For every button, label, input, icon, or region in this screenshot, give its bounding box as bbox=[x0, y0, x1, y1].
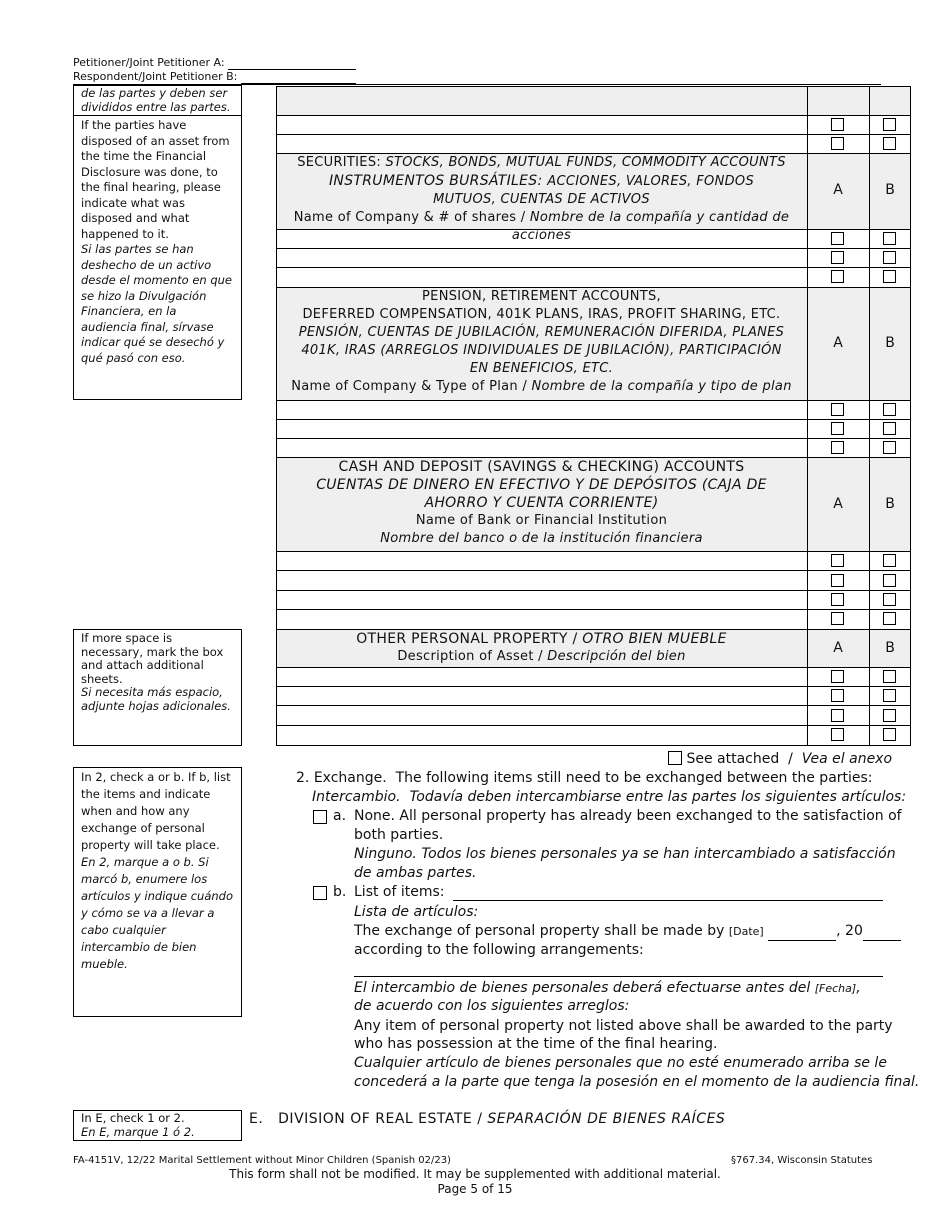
other-title-en: OTHER PERSONAL PROPERTY / bbox=[356, 631, 578, 647]
checkbox-a[interactable] bbox=[831, 118, 844, 131]
pension-title-es-2: 401K, IRAS (ARREGLOS INDIVIDUALES DE JUBILACIÓN), PARTICIPACIÓN bbox=[301, 343, 782, 358]
option-a-en-2: both parties. bbox=[354, 827, 444, 843]
checkbox-b[interactable] bbox=[883, 403, 896, 416]
exchange-date-es-2: de acuerdo con los siguientes arreglos: bbox=[354, 998, 630, 1014]
checkbox-b[interactable] bbox=[883, 441, 896, 454]
other-subtitle-en: Description of Asset / bbox=[397, 649, 543, 664]
table-row-divider bbox=[276, 686, 911, 687]
checkbox-a[interactable] bbox=[831, 251, 844, 264]
cash-title-es-1: CUENTAS DE DINERO EN EFECTIVO Y DE DEPÓSITOS (CAJA DE bbox=[316, 477, 767, 493]
other-title-es: OTRO BIEN MUEBLE bbox=[582, 631, 727, 647]
exchange-title: Exchange. bbox=[313, 770, 387, 786]
checkbox-a[interactable] bbox=[831, 593, 844, 606]
arrangements-field[interactable] bbox=[354, 976, 883, 977]
side-note-section-e-es: En E, marque 1 ó 2. bbox=[81, 1125, 195, 1139]
cash-subtitle-es: Nombre del banco o de la institución financiera bbox=[380, 531, 703, 546]
checkbox-a[interactable] bbox=[831, 689, 844, 702]
year-prefix: , 20 bbox=[836, 923, 863, 939]
table-row-divider bbox=[276, 134, 911, 135]
checkbox-b[interactable] bbox=[883, 728, 896, 741]
cash-col-b: B bbox=[885, 496, 895, 512]
securities-title-en-items: STOCKS, BONDS, MUTUAL FUNDS, COMMODITY ACCOUNTS bbox=[385, 155, 786, 170]
see-attached-es: Vea el anexo bbox=[801, 751, 893, 767]
exchange-intro-es bbox=[312, 788, 906, 807]
securities-col-b: B bbox=[885, 182, 895, 198]
securities-header bbox=[276, 154, 807, 245]
cash-title-en: CASH AND DEPOSIT (SAVINGS & CHECKING) ACCOUNTS bbox=[338, 459, 745, 475]
table-row-divider bbox=[276, 267, 911, 268]
see-attached-separator: / bbox=[788, 751, 793, 767]
exchange-intro-en bbox=[296, 769, 873, 788]
pension-header bbox=[276, 288, 807, 396]
checkbox-a[interactable] bbox=[831, 403, 844, 416]
section-e-title-es: SEPARACIÓN DE BIENES RAÍCES bbox=[487, 1111, 726, 1127]
exchange-intro-text: The following items still need to be exchanged between the parties: bbox=[395, 770, 873, 786]
pension-subtitle-es: Nombre de la compañía y tipo de plan bbox=[531, 379, 792, 394]
side-note-exchange-es: En 2, marque a o b. Si marcó b, enumere los artículos y indique cuándo y cómo se va a llevar a cabo cualquier intercambio de bien mueble. bbox=[81, 855, 234, 971]
checkbox-b[interactable] bbox=[883, 593, 896, 606]
securities-subtitle-es: Nombre de la compañía y cantidad de acciones bbox=[511, 210, 790, 243]
securities-title-es: INSTRUMENTOS BURSÁTILES: bbox=[329, 173, 543, 189]
side-note-disposed-es: Si las partes se han deshecho de un activo desde el momento en que se hizo la Divulgación Financiera, en la audiencia final, sírvase indicar qué se desechó y qué pasó con eso. bbox=[81, 242, 233, 365]
side-note-section-e-en: In E, check 1 or 2. bbox=[81, 1111, 185, 1125]
table-top-header-bg bbox=[276, 86, 911, 115]
checkbox-b[interactable] bbox=[883, 137, 896, 150]
checkbox-a[interactable] bbox=[831, 270, 844, 283]
checkbox-b[interactable] bbox=[883, 251, 896, 264]
table-row-divider bbox=[276, 590, 911, 591]
option-b-checkbox[interactable] bbox=[313, 886, 327, 900]
table-row-divider bbox=[276, 248, 911, 249]
pension-title-1: PENSION, RETIREMENT ACCOUNTS, bbox=[422, 289, 661, 304]
exchange-date-en-text: The exchange of personal property shall be made by bbox=[354, 923, 725, 939]
section-e-heading bbox=[249, 1110, 725, 1129]
cash-subtitle-en: Name of Bank or Financial Institution bbox=[415, 513, 668, 528]
award-es-2: concederá a la parte que tenga la posesión en el momento de la audiencia final. bbox=[354, 1074, 920, 1090]
option-a-es-2: de ambas partes. bbox=[354, 865, 477, 881]
pension-title-2: DEFERRED COMPENSATION, 401K PLANS, IRAS, PROFIT SHARING, ETC. bbox=[302, 307, 781, 322]
option-a-label: a. bbox=[333, 808, 347, 824]
award-en-2: who has possession at the time of the final hearing. bbox=[354, 1036, 718, 1052]
petitioner-label: Petitioner/Joint Petitioner A: bbox=[73, 56, 225, 69]
footer-form-id: FA-4151V, 12/22 Marital Settlement without Minor Children (Spanish 02/23) bbox=[73, 1155, 451, 1166]
option-a-es-1: Ninguno. Todos los bienes personales ya se han intercambiado a satisfacción bbox=[354, 846, 896, 862]
exchange-date-es bbox=[354, 979, 861, 998]
date-tag-es: [Fecha] bbox=[814, 982, 857, 995]
checkbox-a[interactable] bbox=[831, 728, 844, 741]
pension-col-b: B bbox=[885, 335, 895, 351]
side-note-disposed-en: If the parties have disposed of an asset from the time the Financial Disclosure was done, to the final hearing, please indicate what was disposed and what happened to it. bbox=[81, 118, 230, 241]
checkbox-a[interactable] bbox=[831, 422, 844, 435]
checkbox-b[interactable] bbox=[883, 574, 896, 587]
checkbox-b[interactable] bbox=[883, 554, 896, 567]
option-a-en-1: None. All personal property has already been exchanged to the satisfaction of bbox=[354, 808, 902, 824]
pension-title-es-1: PENSIÓN, CUENTAS DE JUBILACIÓN, REMUNERACIÓN DIFERIDA, PLANES bbox=[298, 325, 785, 340]
checkbox-a[interactable] bbox=[831, 554, 844, 567]
list-items-field[interactable] bbox=[453, 900, 883, 901]
exchange-date-es-comma: , bbox=[856, 980, 861, 996]
pension-col-a: A bbox=[833, 335, 843, 351]
footer-statute: §767.34, Wisconsin Statutes bbox=[731, 1155, 873, 1166]
table-row-divider bbox=[276, 725, 911, 726]
see-attached-checkbox[interactable] bbox=[668, 751, 682, 765]
cash-header bbox=[276, 458, 807, 548]
table-row-divider bbox=[276, 419, 911, 420]
year-field[interactable] bbox=[863, 927, 901, 941]
checkbox-b[interactable] bbox=[883, 670, 896, 683]
footer-notice: This form shall not be modified. It may be supplemented with additional material. bbox=[229, 1167, 721, 1181]
securities-col-a: A bbox=[833, 182, 843, 198]
award-en-1: Any item of personal property not listed above shall be awarded to the party bbox=[354, 1018, 893, 1034]
see-attached bbox=[668, 749, 892, 768]
exchange-date-en bbox=[354, 922, 901, 941]
option-b-en: List of items: bbox=[354, 884, 445, 900]
side-note-exchange bbox=[73, 767, 242, 1017]
checkbox-a[interactable] bbox=[831, 670, 844, 683]
side-note-space-es: Si necesita más espacio, adjunte hojas adicionales. bbox=[81, 685, 231, 713]
checkbox-a[interactable] bbox=[831, 441, 844, 454]
see-attached-en: See attached bbox=[686, 751, 780, 767]
table-row-divider bbox=[276, 551, 911, 552]
checkbox-b[interactable] bbox=[883, 422, 896, 435]
side-note-top-text: de las partes y deben ser divididos entre las partes. bbox=[81, 86, 231, 114]
table-row-divider bbox=[276, 745, 911, 746]
checkbox-a[interactable] bbox=[831, 137, 844, 150]
exchange-date-es-text: El intercambio de bienes personales deberá efectuarse antes del bbox=[354, 980, 811, 996]
award-es-1: Cualquier artículo de bienes personales que no esté enumerado arriba se le bbox=[354, 1055, 887, 1071]
section-e-title-en: DIVISION OF REAL ESTATE / bbox=[278, 1111, 483, 1127]
table-row-divider bbox=[276, 705, 911, 706]
other-subtitle-es: Descripción del bien bbox=[547, 649, 686, 664]
cash-title-es-2: AHORRO Y CUENTA CORRIENTE) bbox=[424, 495, 659, 511]
checkbox-a[interactable] bbox=[831, 232, 844, 245]
date-tag: [Date] bbox=[728, 925, 764, 938]
checkbox-b[interactable] bbox=[883, 232, 896, 245]
checkbox-b[interactable] bbox=[883, 709, 896, 722]
option-a-checkbox[interactable] bbox=[313, 810, 327, 824]
securities-title-es-items-2: MUTUOS, CUENTAS DE ACTIVOS bbox=[433, 192, 650, 207]
side-note-space-en: If more space is necessary, mark the box and attach additional sheets. bbox=[81, 631, 224, 686]
checkbox-b[interactable] bbox=[883, 612, 896, 625]
table-row-divider bbox=[276, 86, 911, 87]
pension-title-es-3: EN BENEFICIOS, ETC. bbox=[469, 361, 614, 376]
exchange-title-es: Intercambio. bbox=[312, 789, 401, 805]
table-row-divider bbox=[276, 400, 911, 401]
securities-subtitle-en: Name of Company & # of shares / bbox=[293, 210, 526, 225]
other-header bbox=[276, 630, 807, 666]
side-note-exchange-en: In 2, check a or b. If b, list the items and indicate when and how any exchange of personal property will take place. bbox=[81, 770, 231, 852]
section-e-letter: E. bbox=[249, 1111, 264, 1127]
exchange-number: 2. bbox=[296, 770, 310, 786]
respondent-label: Respondent/Joint Petitioner B: bbox=[73, 70, 238, 83]
date-field[interactable] bbox=[768, 927, 836, 941]
option-b-label: b. bbox=[333, 884, 347, 900]
checkbox-b[interactable] bbox=[883, 689, 896, 702]
securities-title-es-items: ACCIONES, VALORES, FONDOS bbox=[547, 174, 754, 189]
side-note-section-e bbox=[73, 1110, 242, 1141]
table-row-divider bbox=[276, 115, 911, 116]
cash-col-a: A bbox=[833, 496, 843, 512]
securities-title-en: SECURITIES: bbox=[297, 155, 382, 170]
footer-page-number: Page 5 of 15 bbox=[437, 1182, 513, 1196]
checkbox-b[interactable] bbox=[883, 270, 896, 283]
checkbox-a[interactable] bbox=[831, 709, 844, 722]
pension-subtitle-en: Name of Company & Type of Plan / bbox=[291, 379, 528, 394]
table-row-divider bbox=[276, 438, 911, 439]
checkbox-a[interactable] bbox=[831, 612, 844, 625]
other-col-a: A bbox=[833, 640, 843, 656]
checkbox-a[interactable] bbox=[831, 574, 844, 587]
exchange-intro-es-text: Todavía deben intercambiarse entre las partes los siguientes artículos: bbox=[409, 789, 907, 805]
table-row-divider bbox=[276, 570, 911, 571]
other-col-b: B bbox=[885, 640, 895, 656]
checkbox-b[interactable] bbox=[883, 118, 896, 131]
table-row-divider bbox=[276, 667, 911, 668]
table-row-divider bbox=[276, 609, 911, 610]
option-b-es: Lista de artículos: bbox=[354, 904, 479, 920]
exchange-date-en-2: according to the following arrangements: bbox=[354, 942, 644, 958]
